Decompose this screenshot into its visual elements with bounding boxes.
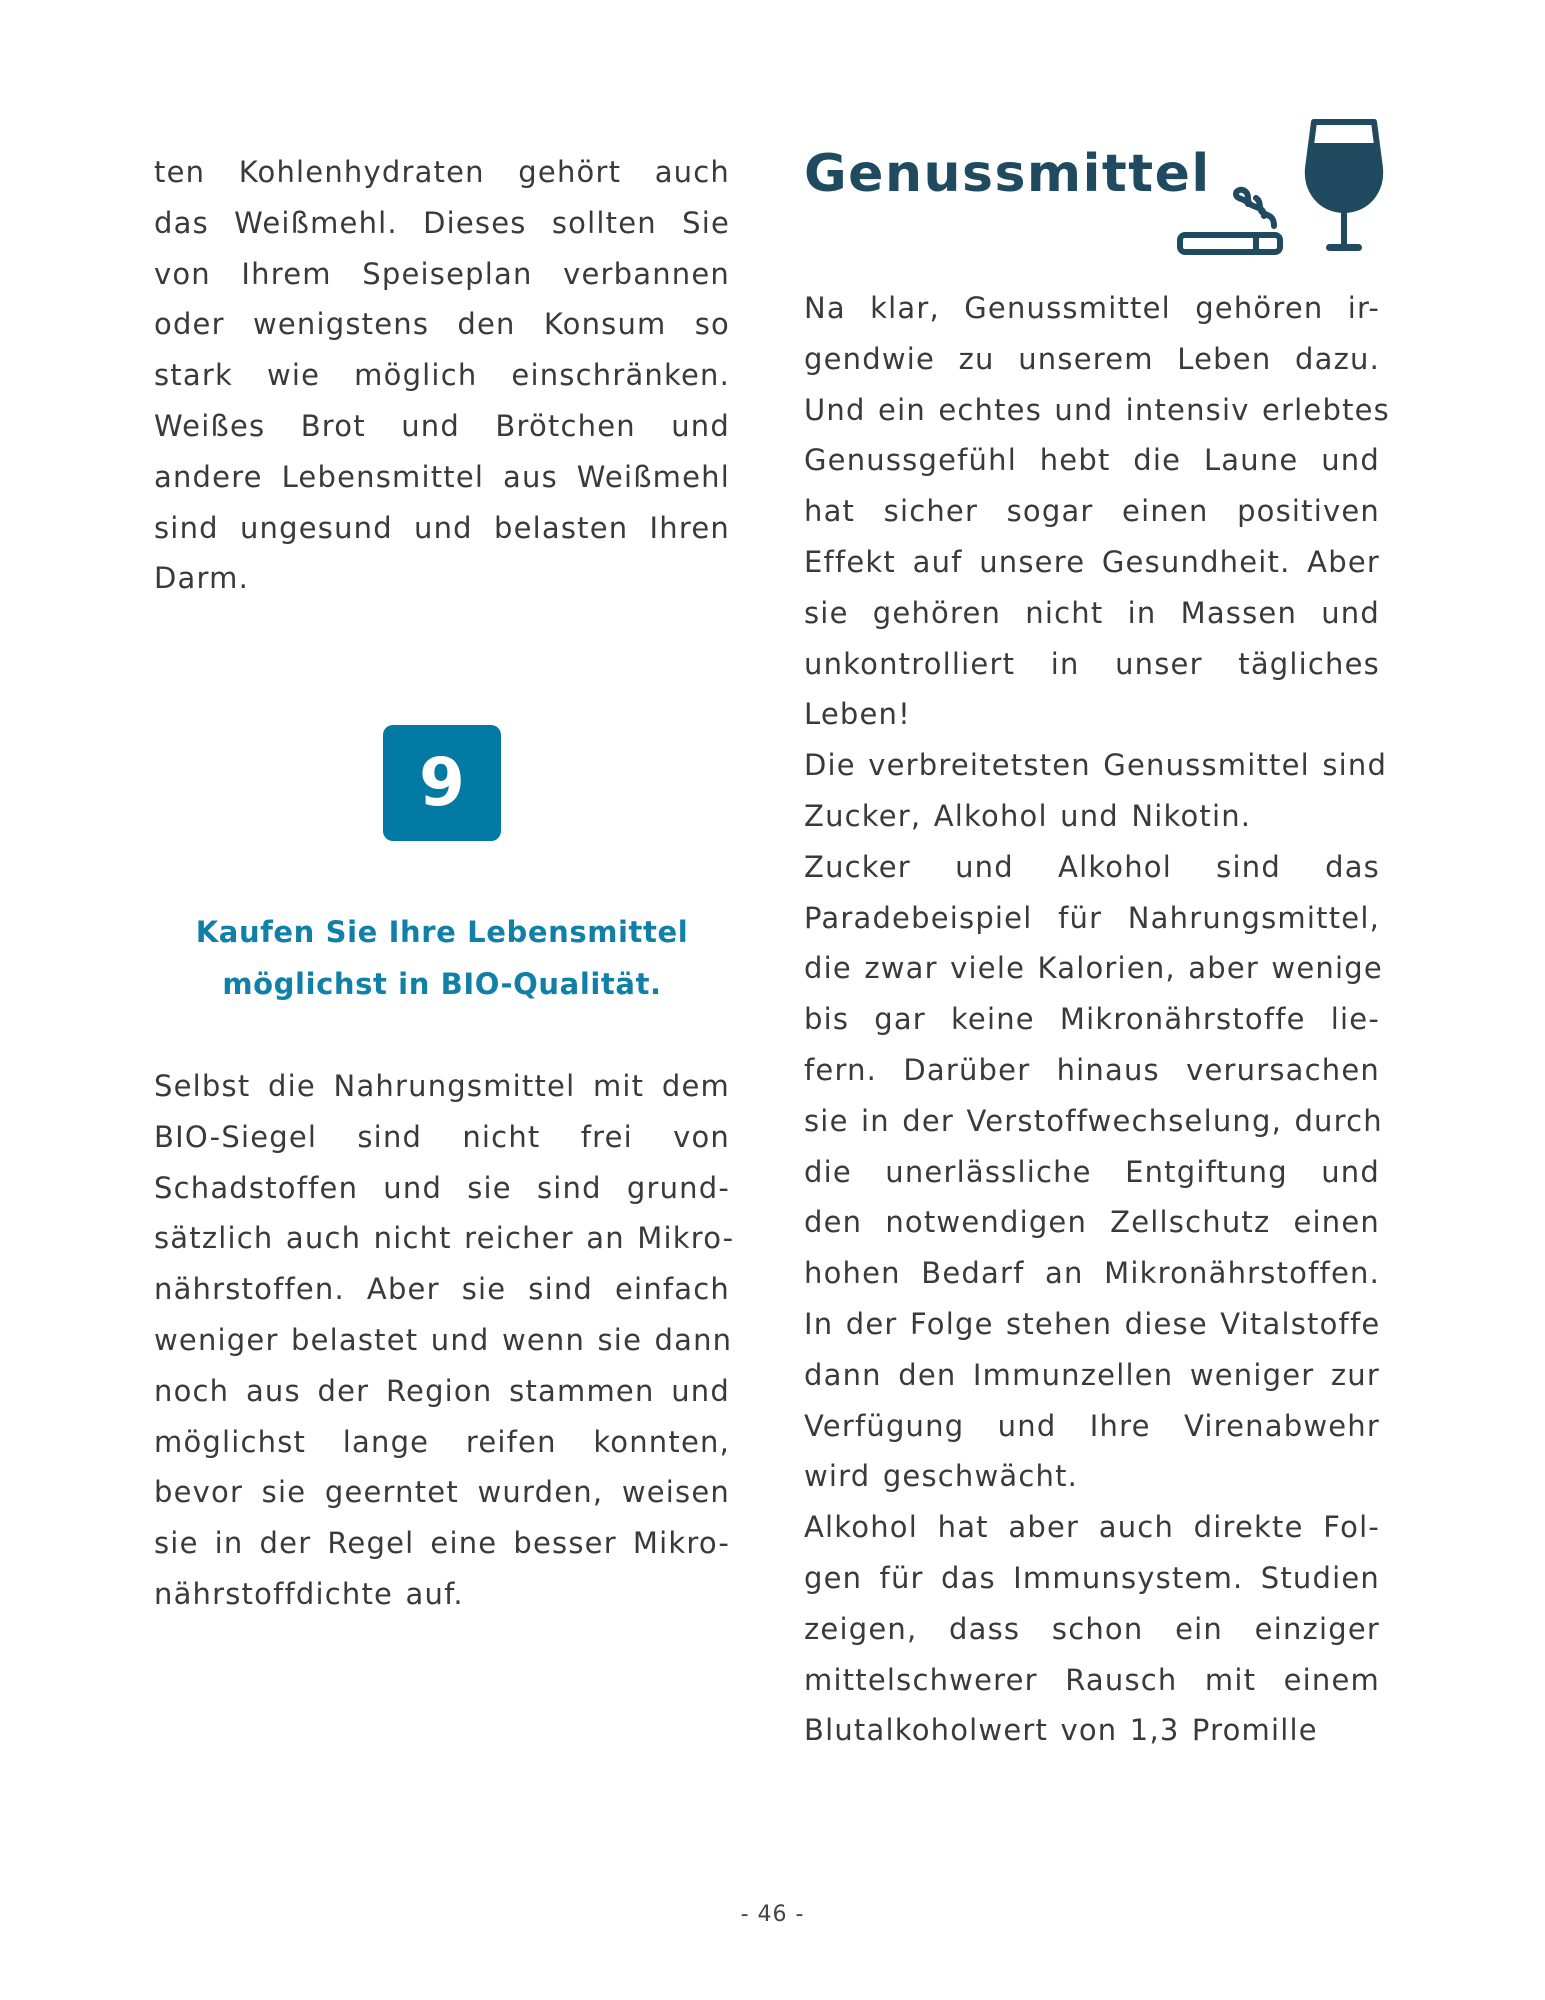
text-line: oder wenigstens den Konsum so [154,307,730,342]
tip-number-badge [383,725,501,841]
text-line: Paradebeispiel für Nahrungsmittel, [804,900,1380,935]
text-line: Effekt auf unsere Gesundheit. Aber [804,544,1380,579]
tip-number: 9 [383,725,501,841]
text-line: hohen Bedarf an Mikronährstoffen. [804,1256,1380,1291]
text-line: BIO-Siegel sind nicht frei von [154,1119,730,1154]
text-line: Zucker und Alkohol sind das [804,849,1380,884]
text-line: Weißes Brot und Brötchen und [154,408,730,443]
text-line: In der Folge stehen diese Vitalstoffe [804,1306,1381,1341]
text-line: gendwie zu unserem Leben dazu. [804,341,1380,376]
text-line: von Ihrem Speiseplan verbannen [154,256,730,291]
section-title: Genussmittel [804,144,1211,204]
page-number: - 46 - [740,1902,805,1927]
text-line: gen für das Immunsystem. Studien [804,1560,1380,1595]
text-line: Schadstoffen und sie sind grund- [154,1170,730,1205]
text-line: bevor sie geerntet wurden, weisen [154,1475,730,1510]
text-line: sie in der Verstoffwechselung, durch [804,1103,1383,1138]
text-line: Darm. [154,561,249,596]
text-line: dann den Immunzellen weniger zur [804,1357,1380,1392]
text-line: wird geschwächt. [804,1459,1079,1494]
text-line: sie gehören nicht in Massen und [804,595,1380,630]
text-line: stark wie möglich einschränken. [154,358,730,393]
text-line: sätzlich auch nicht reicher an Mikro- [154,1221,735,1256]
text-line: ten Kohlenhydraten gehört auch [154,155,730,189]
section-header-area [804,110,1380,250]
text-line: nährstoffdichte auf. [154,1576,464,1611]
tip-body-text [154,1061,735,1620]
tip-body-paragraph [154,1061,735,1620]
tip-heading-line: möglichst in BIO-Qualität. [222,967,662,1001]
text-line: noch aus der Region stammen und [154,1373,730,1408]
text-line: Na klar, Genussmittel gehören ir- [804,291,1380,325]
text-line: die zwar viele Kalorien, aber wenige [804,951,1383,986]
text-line: unkontrolliert in unser tägliches [804,646,1380,681]
wine-glass-icon [1304,116,1384,256]
text-line: die unerlässliche Entgiftung und [804,1154,1380,1189]
text-line: Blutalkoholwert von 1,3 Promille [804,1713,1318,1748]
text-line: mittelschwerer Rausch mit einem [804,1662,1380,1697]
text-line: andere Lebensmittel aus Weißmehl [154,459,730,494]
text-line: Selbst die Nahrungsmittel mit dem [154,1069,730,1103]
paragraph-alcohol-immune [804,1502,1380,1756]
text-line: bis gar keine Mikronährstoffe lie- [804,1002,1380,1037]
paragraph-sugar-alcohol [804,842,1383,1502]
paragraph-intro [804,283,1390,740]
text-line: Verfügung und Ihre Virenabwehr [804,1408,1380,1443]
tip-heading-line: Kaufen Sie Ihre Lebensmittel [195,915,689,949]
text-line: sind ungesund und belasten Ihren [154,510,730,545]
text-line: hat sicher sogar einen positiven [804,494,1380,529]
text-line: das Weißmehl. Dieses sollten Sie [154,205,730,240]
text-line: Und ein echtes und intensiv erlebtes [804,392,1390,427]
text-line: zeigen, dass schon ein einziger [804,1611,1380,1646]
paragraph-common-stimulants [804,740,1388,842]
text-line: Genussgefühl hebt die Laune und [804,443,1380,478]
text-line: nährstoffen. Aber sie sind einfach [154,1272,730,1307]
left-intro-paragraph [154,147,730,604]
text-line: Die verbreitetsten Genussmittel sind [804,748,1388,783]
text-line: den notwendigen Zellschutz einen [804,1205,1380,1240]
text-line: sie in der Regel eine besser Mikro- [154,1526,730,1561]
text-line: weniger belastet und wenn sie dann [154,1322,733,1357]
cigarette-icon [1176,168,1290,258]
tip-heading [154,906,730,1010]
text-line: fern. Darüber hinaus verursachen [804,1052,1380,1087]
intro-text [154,147,730,604]
text-line: Zucker, Alkohol und Nikotin. [804,798,1252,833]
text-line: Alkohol hat aber auch direkte Fol- [804,1510,1380,1545]
section-header [804,110,1380,250]
text-line: Leben! [804,697,911,732]
genussmittel-body [804,283,1390,1756]
text-line: möglichst lange reifen konnten, [154,1424,730,1459]
